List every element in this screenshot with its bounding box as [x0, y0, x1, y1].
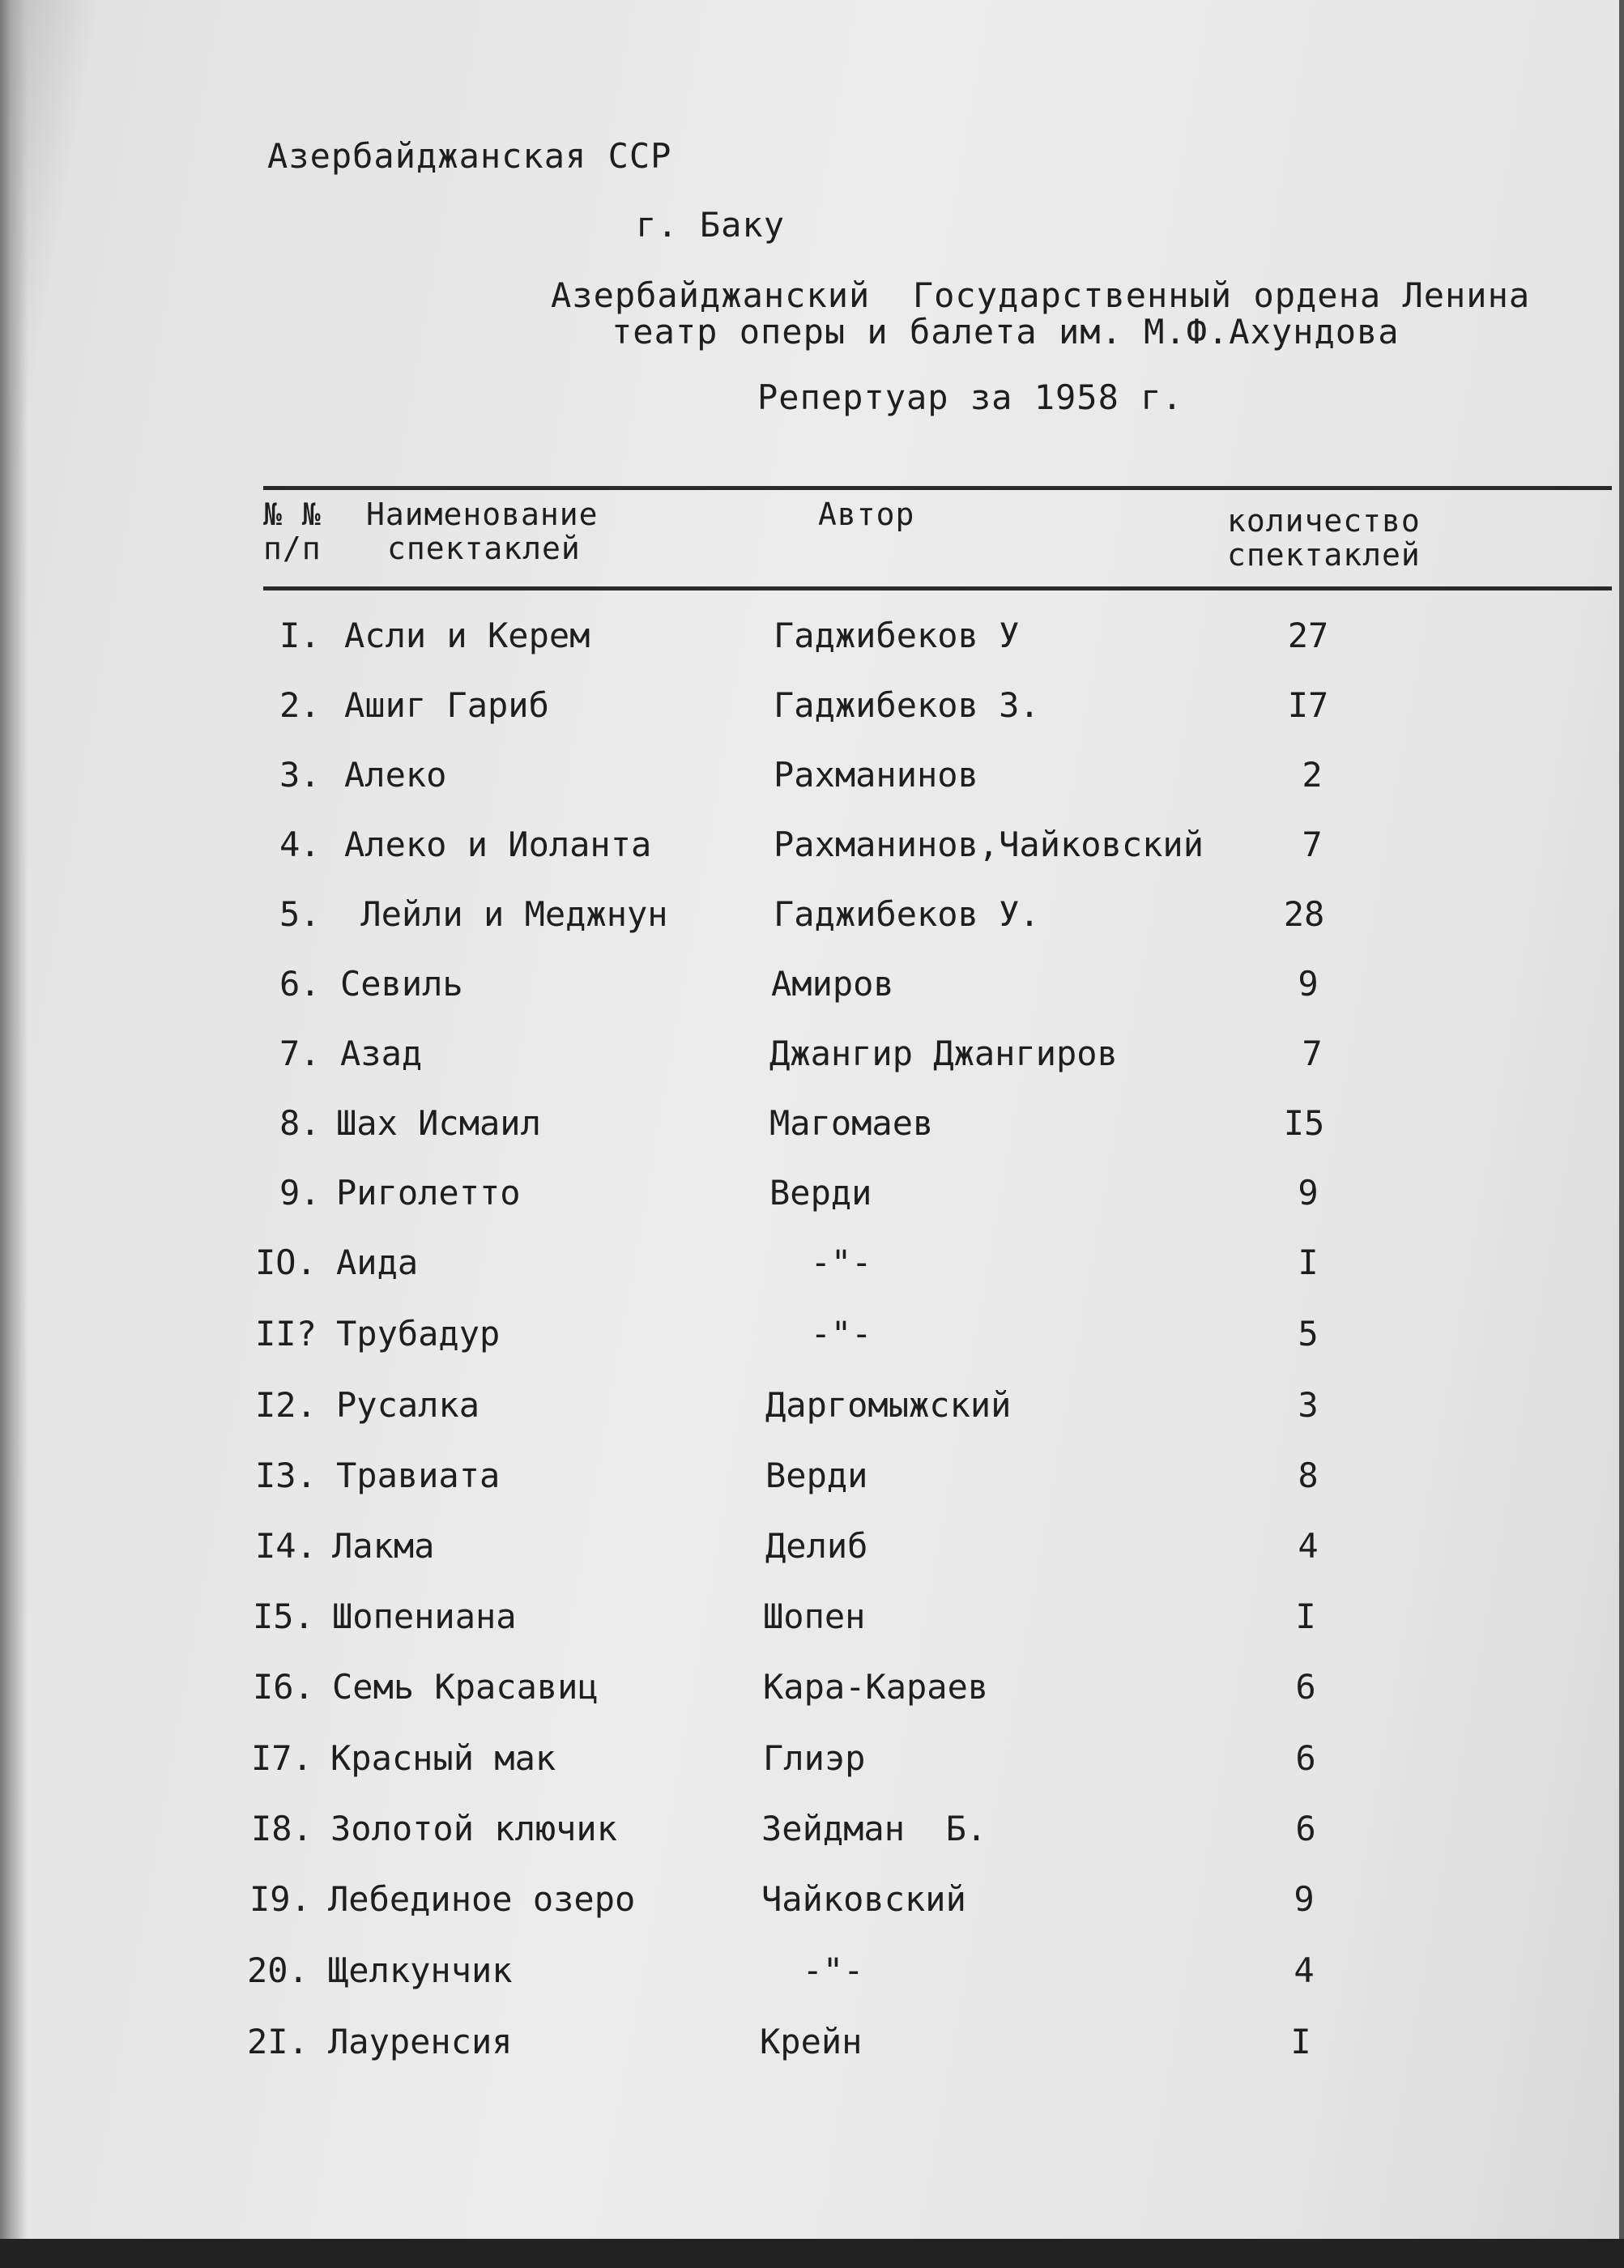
row-title: Трубадур — [336, 1314, 501, 1354]
row-title: Красный мак — [330, 1738, 556, 1778]
row-number: IO. — [255, 1243, 317, 1282]
row-author: Шопен — [763, 1597, 866, 1636]
row-author: Зейдман Б. — [761, 1809, 987, 1848]
col-name-header-1: Наименование — [366, 497, 599, 532]
row-title: Золотой ключик — [330, 1809, 618, 1848]
row-number: 2. — [279, 685, 321, 725]
page-right-edge — [1619, 0, 1624, 2268]
row-author: Даргомыжский — [765, 1385, 1012, 1425]
row-number: 8. — [279, 1103, 321, 1143]
row-title: Лакма — [332, 1526, 435, 1566]
row-number: 2I. — [247, 2022, 309, 2061]
row-count: 3 — [1298, 1385, 1319, 1425]
row-count: 2 — [1302, 755, 1323, 795]
row-author: Магомаев — [769, 1103, 934, 1143]
row-author: Рахманинов — [774, 755, 978, 795]
row-author: Амиров — [771, 964, 894, 1004]
page-bottom-edge — [0, 2239, 1624, 2268]
row-title: Аида — [336, 1243, 419, 1282]
row-title: Щелкунчик — [328, 1950, 513, 1990]
row-count: 6 — [1295, 1738, 1316, 1778]
col-count-header-1: количество — [1227, 503, 1421, 539]
row-title: Лауренсия — [328, 2022, 513, 2061]
row-author: Верди — [769, 1173, 872, 1213]
row-author: Чайковский — [761, 1879, 966, 1919]
row-number: I4. — [255, 1526, 317, 1566]
row-number: I. — [279, 616, 321, 655]
city-line: г. Баку — [636, 205, 786, 245]
row-number: I6. — [253, 1667, 314, 1707]
row-author: -"- — [769, 1314, 872, 1354]
table-top-rule — [263, 486, 1612, 490]
row-author: Рахманинов,Чайковский — [774, 825, 1204, 864]
row-author: Гаджибеков З. — [774, 685, 1040, 725]
row-count: 9 — [1298, 1173, 1319, 1213]
row-author: Крейн — [760, 2022, 863, 2061]
table-header-rule — [263, 586, 1612, 590]
row-author: Верди — [765, 1456, 868, 1495]
row-title: Ашиг Гариб — [344, 685, 549, 725]
row-number: 6. — [279, 964, 321, 1004]
row-number: 7. — [279, 1034, 321, 1073]
row-title: Асли и Керем — [344, 616, 590, 655]
row-number: 5. — [279, 894, 321, 934]
row-title: Шопениана — [332, 1597, 517, 1636]
row-author: Кара-Караев — [763, 1667, 989, 1707]
row-title: Лейли и Меджнун — [340, 894, 668, 934]
row-number: I2. — [255, 1385, 317, 1425]
row-number: I9. — [249, 1879, 311, 1919]
col-num-header-2: п/п — [263, 531, 322, 566]
republic-line: Азербайджанская ССР — [267, 136, 672, 176]
row-count: 4 — [1294, 1950, 1315, 1990]
row-number: II? — [255, 1314, 317, 1354]
row-title: Шах Исмаил — [336, 1103, 541, 1143]
row-count: 28 — [1283, 894, 1325, 934]
row-author: -"- — [769, 1243, 872, 1282]
theatre-line-1: Азербайджанский Государственный ордена Ленина — [551, 275, 1531, 315]
row-count: 6 — [1295, 1809, 1316, 1848]
col-count-header-2: спектаклей — [1227, 537, 1421, 573]
row-count: I7 — [1287, 685, 1329, 725]
row-count: 7 — [1302, 825, 1323, 864]
row-count: 7 — [1302, 1034, 1323, 1073]
row-count: 5 — [1298, 1314, 1319, 1354]
row-title: Травиата — [336, 1456, 501, 1495]
row-number: I7. — [251, 1738, 313, 1778]
col-author-header: Автор — [818, 497, 915, 532]
row-title: Лебединое озеро — [328, 1879, 636, 1919]
row-title: Азад — [340, 1034, 423, 1073]
row-number: I8. — [251, 1809, 313, 1848]
row-count: I — [1295, 1597, 1316, 1636]
row-title: Алеко и Иоланта — [344, 825, 652, 864]
row-count: 27 — [1287, 616, 1329, 655]
row-count: I5 — [1283, 1103, 1325, 1143]
row-author: Джангир Джангиров — [769, 1034, 1118, 1073]
row-count: I — [1290, 2022, 1311, 2061]
row-count: I — [1298, 1243, 1319, 1282]
row-number: I3. — [255, 1456, 317, 1495]
row-count: 6 — [1295, 1667, 1316, 1707]
row-number: 3. — [279, 755, 321, 795]
row-title: Алеко — [344, 755, 447, 795]
row-title: Севиль — [340, 964, 463, 1004]
row-author: Гаджибеков У. — [774, 894, 1040, 934]
row-author: Делиб — [765, 1526, 868, 1566]
row-number: 9. — [279, 1173, 321, 1213]
row-number: 4. — [279, 825, 321, 864]
col-name-header-2: спектаклей — [387, 531, 581, 566]
row-count: 9 — [1298, 964, 1319, 1004]
row-count: 4 — [1298, 1526, 1319, 1566]
row-title: Семь Красавиц — [332, 1667, 599, 1707]
row-title: Русалка — [336, 1385, 480, 1425]
row-number: 20. — [247, 1950, 309, 1990]
col-num-header-1: № № — [263, 497, 322, 532]
row-title: Риголетто — [336, 1173, 521, 1213]
row-number: I5. — [253, 1597, 314, 1636]
row-count: 8 — [1298, 1456, 1319, 1495]
row-author: Гаджибеков У — [774, 616, 1020, 655]
row-author: -"- — [761, 1950, 864, 1990]
theatre-line-2: театр оперы и балета им. М.Ф.Ахундова — [612, 312, 1400, 352]
page-left-shadow — [0, 0, 28, 2268]
row-author: Глиэр — [763, 1738, 866, 1778]
document-title: Репертуар за 1958 г. — [757, 377, 1183, 417]
row-count: 9 — [1294, 1879, 1315, 1919]
